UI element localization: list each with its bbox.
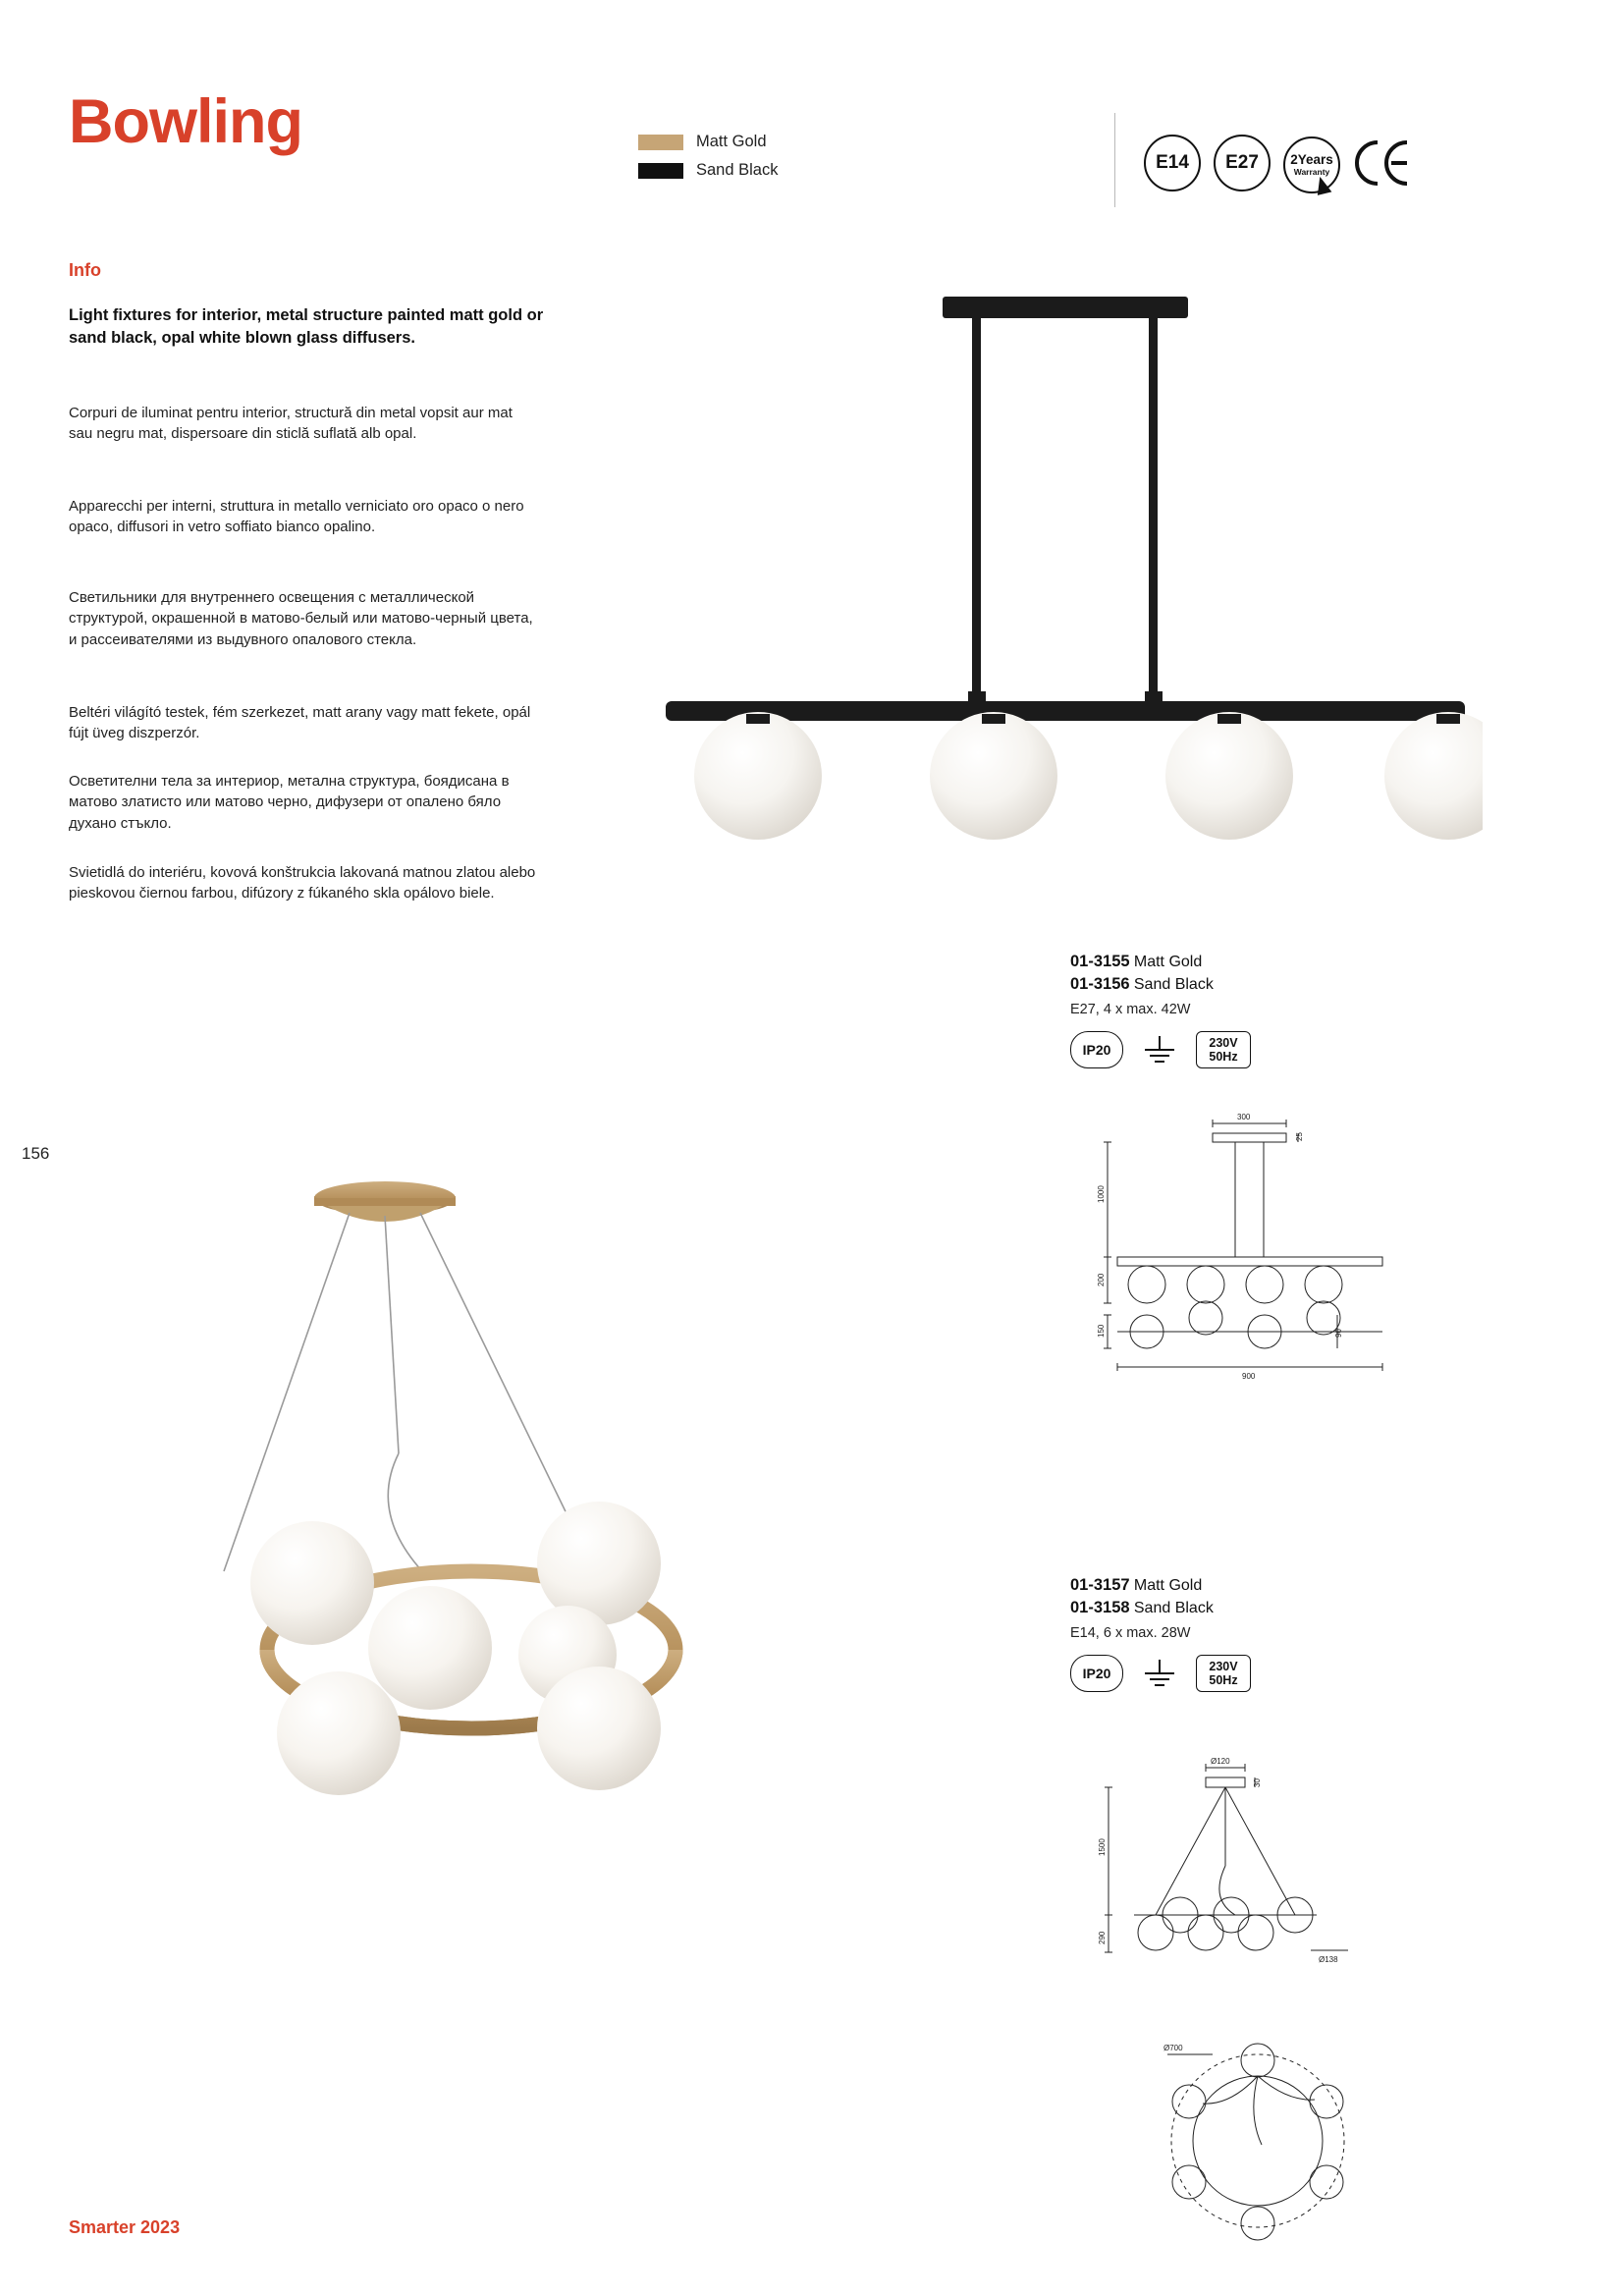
dim-canopy-width: 300 [1237,1113,1251,1121]
finish-item-matt-gold [638,133,778,151]
finish-label: Matt Gold [696,133,767,150]
product-code: 01-3158 [1070,1599,1130,1616]
warranty-word: Warranty [1293,166,1330,177]
product-code-row [1070,1576,1251,1595]
finish-legend [638,133,778,190]
product-code: 01-3156 [1070,975,1130,993]
spec-icon-row [1070,1655,1251,1692]
swatch-matt-gold [638,135,683,150]
voltage-value: 230V [1209,1036,1238,1050]
product-code: 01-3155 [1070,953,1130,970]
dim-canopy-height: 30 [1253,1778,1262,1787]
technical-drawing-ring [1065,1748,1458,2259]
ip-rating-icon: IP20 [1070,1655,1123,1692]
dim-body-height: 200 [1097,1273,1106,1286]
product-finish: Matt Gold [1133,1577,1203,1594]
dim-ring-diameter: Ø700 [1163,2044,1183,2052]
frequency-value: 50Hz [1209,1050,1238,1064]
page-title: Bowling [69,87,302,156]
page-header [69,54,1561,179]
dim-glass-diameter: Ø138 [1319,1955,1338,1964]
info-paragraph-it: Apparecchi per interni, struttura in metallo verniciato oro opaco o nero opaco, diffusori in vetro soffiato bianco opalino. [69,498,524,536]
product-image-ring-chandelier [167,1159,913,2013]
page-number: 156 [22,1144,50,1163]
product-image-linear-pendant [648,275,1483,943]
voltage-icon [1196,1655,1251,1692]
lamp-spec: E14, 6 x max. 28W [1070,1625,1191,1641]
socket-e14-badge: E14 [1144,135,1201,191]
warranty-years: 2Years [1290,152,1333,168]
dim-canopy-height: 25 [1295,1132,1304,1141]
voltage-icon [1196,1031,1251,1068]
product-finish: Matt Gold [1133,954,1203,970]
info-paragraph-ru: Светильники для внутреннего освещения с металлической структурой, окрашенной в матово-белый или матово-черный цвета, и рассеивателями из выдувного опалового стекла. [69,589,533,648]
voltage-value: 230V [1209,1660,1238,1673]
swatch-sand-black [638,163,683,179]
technical-drawing-linear [1090,1110,1453,1434]
finish-item-sand-black [638,161,778,180]
product-spec-linear [1070,953,1251,1068]
info-paragraph-ro: Corpuri de iluminat pentru interior, structură din metal vopsit aur mat sau negru mat, dispersoare din sticlă suflată alb opal. [69,405,513,443]
product-code-row [1070,1599,1251,1617]
product-code: 01-3157 [1070,1576,1130,1594]
ip-rating-icon: IP20 [1070,1031,1123,1068]
finish-label: Sand Black [696,161,779,179]
footer-brand: Smarter 2023 [69,2217,181,2237]
dim-total-width: 900 [1242,1372,1256,1381]
warranty-circle [1283,137,1340,193]
product-finish: Sand Black [1133,976,1214,993]
product-code-row [1070,953,1251,971]
dim-glass-offset: 90 [1334,1329,1343,1338]
header-divider [1114,113,1115,207]
socket-e27-badge: E27 [1214,135,1271,191]
dim-body-height: 290 [1098,1931,1107,1944]
earth-class-icon [1139,1656,1180,1691]
earth-class-icon [1139,1032,1180,1067]
dim-drop: 1000 [1097,1185,1106,1203]
product-spec-ring [1070,1576,1251,1692]
badge-group [1144,135,1413,191]
ce-mark-icon [1352,137,1413,190]
warranty-badge [1283,137,1336,190]
info-lead-text: Light fixtures for interior, metal structure painted matt gold or sand black, opal white blown glass diffusers. [69,306,544,347]
info-heading: Info [69,260,101,280]
info-paragraph-sk: Svietidlá do interiéru, kovová konštrukcia lakovaná matnou zlatou alebo pieskovou čiernou farbou, difúzory z fúkaného skla opálovo biele. [69,864,536,902]
dim-glass-height: 150 [1097,1324,1106,1338]
info-paragraph-bg: Осветителни тела за интериор, метална структура, боядисана в матово златисто или матово черно, дифузери от опалено бяло духано стъкло. [69,773,510,832]
dim-drop: 1500 [1098,1838,1107,1856]
frequency-value: 50Hz [1209,1673,1238,1687]
product-finish: Sand Black [1133,1600,1214,1616]
dim-canopy-diameter: Ø120 [1211,1757,1230,1766]
product-code-row [1070,975,1251,994]
info-paragraph-hu: Beltéri világító testek, fém szerkezet, matt arany vagy matt fekete, opál fújt üveg diszperzór. [69,704,531,742]
spec-icon-row [1070,1031,1251,1068]
lamp-spec: E27, 4 x max. 42W [1070,1002,1191,1017]
